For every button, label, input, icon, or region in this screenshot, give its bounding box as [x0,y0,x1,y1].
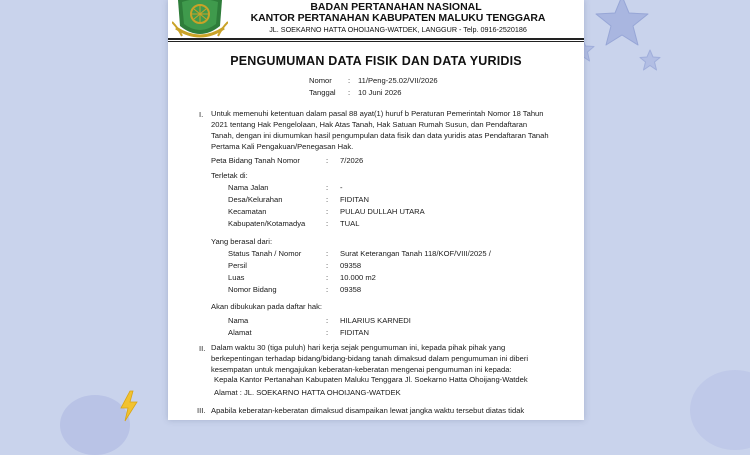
office-address: JL. SOEKARNO HATTA OHOIJANG-WATDEK, LANGGUR - Telp. 0916-2520186 [269,25,527,34]
origin-value: 09358 [340,261,362,270]
location-label: Kabupaten/Kotamadya [228,219,306,228]
dibukukan-heading: Akan dibukukan pada daftar hak: [211,302,323,311]
colon: : [326,273,329,282]
nomor-label: Nomor [309,76,332,85]
section1-intro: Untuk memenuhi ketentuan dalam pasal 88 ayat(1) huruf b Peraturan Pemerintah Nomor 18 Tahun 2021 tentang Hak Pengelolaan, Hak Atas Tanah, Hak Satuan Rumah Susun, dan Pendaftaran Tanah, dengan ini diumumkan hasil pengumpulan data fisik dan data yuridis atas Pendaftaran Tanah Pertama Kali Pengakuan/Penegasan Hak. [211,109,549,151]
peta-value: 7/2026 [340,156,364,165]
origin-value: Surat Keterangan Tanah 118/KOF/VIII/2025 / [340,249,491,258]
colon: : [326,316,329,325]
section2-address: Alamat : JL. SOEKARNO HATTA OHOIJANG-WATDEK [214,388,401,397]
terletak-heading: Terletak di: [211,171,248,180]
section-numeral: I. [199,110,204,119]
background-blob [690,370,750,450]
location-value: - [340,183,343,192]
berasal-heading: Yang berasal dari: [211,237,273,246]
colon: : [326,219,329,228]
agency-name: BADAN PERTANAHAN NASIONAL [310,1,482,13]
holder-label: Alamat [228,328,252,337]
origin-value: 09358 [340,285,362,294]
section2-recipient: Kepala Kantor Pertanahan Kabupaten Maluku Tenggara Jl. Soekarno Hatta Ohoijang-Watdek [214,375,528,384]
section3-text: Apabila keberatan-keberatan dimaksud disampaikan lewat jangka waktu tersebut diatas tidak [211,406,525,415]
office-name: KANTOR PERTANAHAN KABUPATEN MALUKU TENGGARA [250,12,546,24]
colon: : [326,285,329,294]
origin-label: Luas [228,273,245,282]
section2-text: Dalam waktu 30 (tiga puluh) hari kerja sejak pengumuman ini, kepada pihak pihak yang berkepentingan terhadap bidang/bidang-bidang tanah dimaksud dalam pengumuman ini diberi kesempatan untuk mengajukan keberatan-keberatan mengenai pengumuman ini kepada: [211,343,529,374]
holder-value: HILARIUS KARNEDI [340,316,411,325]
location-value: FIDITAN [340,195,369,204]
star-large-icon [592,0,652,48]
header-divider [168,38,584,40]
header-divider [168,41,584,42]
colon: : [326,249,329,258]
colon: : [348,88,351,97]
holder-value: FIDITAN [340,328,369,337]
section-numeral: III. [197,406,206,415]
location-value: TUAL [340,219,360,228]
origin-value: 10.000 m2 [340,273,376,282]
origin-label: Persil [228,261,247,270]
nomor-value: 11/Peng-25.02/VII/2026 [358,76,438,85]
location-label: Kecamatan [228,207,267,216]
origin-label: Status Tanah / Nomor [228,249,302,258]
colon: : [326,328,329,337]
tanggal-label: Tanggal [309,88,336,97]
tanggal-value: 10 Juni 2026 [358,88,402,97]
section-numeral: II. [199,344,206,353]
colon: : [326,156,329,165]
colon: : [348,76,351,85]
location-value: PULAU DULLAH UTARA [340,207,425,216]
holder-label: Nama [228,316,249,325]
lightning-bolt-icon [118,390,140,422]
colon: : [326,195,329,204]
location-label: Desa/Kelurahan [228,195,283,204]
star-small-icon [638,48,662,72]
colon: : [326,261,329,270]
origin-label: Nomor Bidang [228,285,277,294]
document-page [168,0,584,420]
location-label: Nama Jalan [228,183,269,192]
document-title: PENGUMUMAN DATA FISIK DAN DATA YURIDIS [230,54,522,68]
colon: : [326,207,329,216]
peta-label: Peta Bidang Tanah Nomor [211,156,300,165]
colon: : [326,183,329,192]
